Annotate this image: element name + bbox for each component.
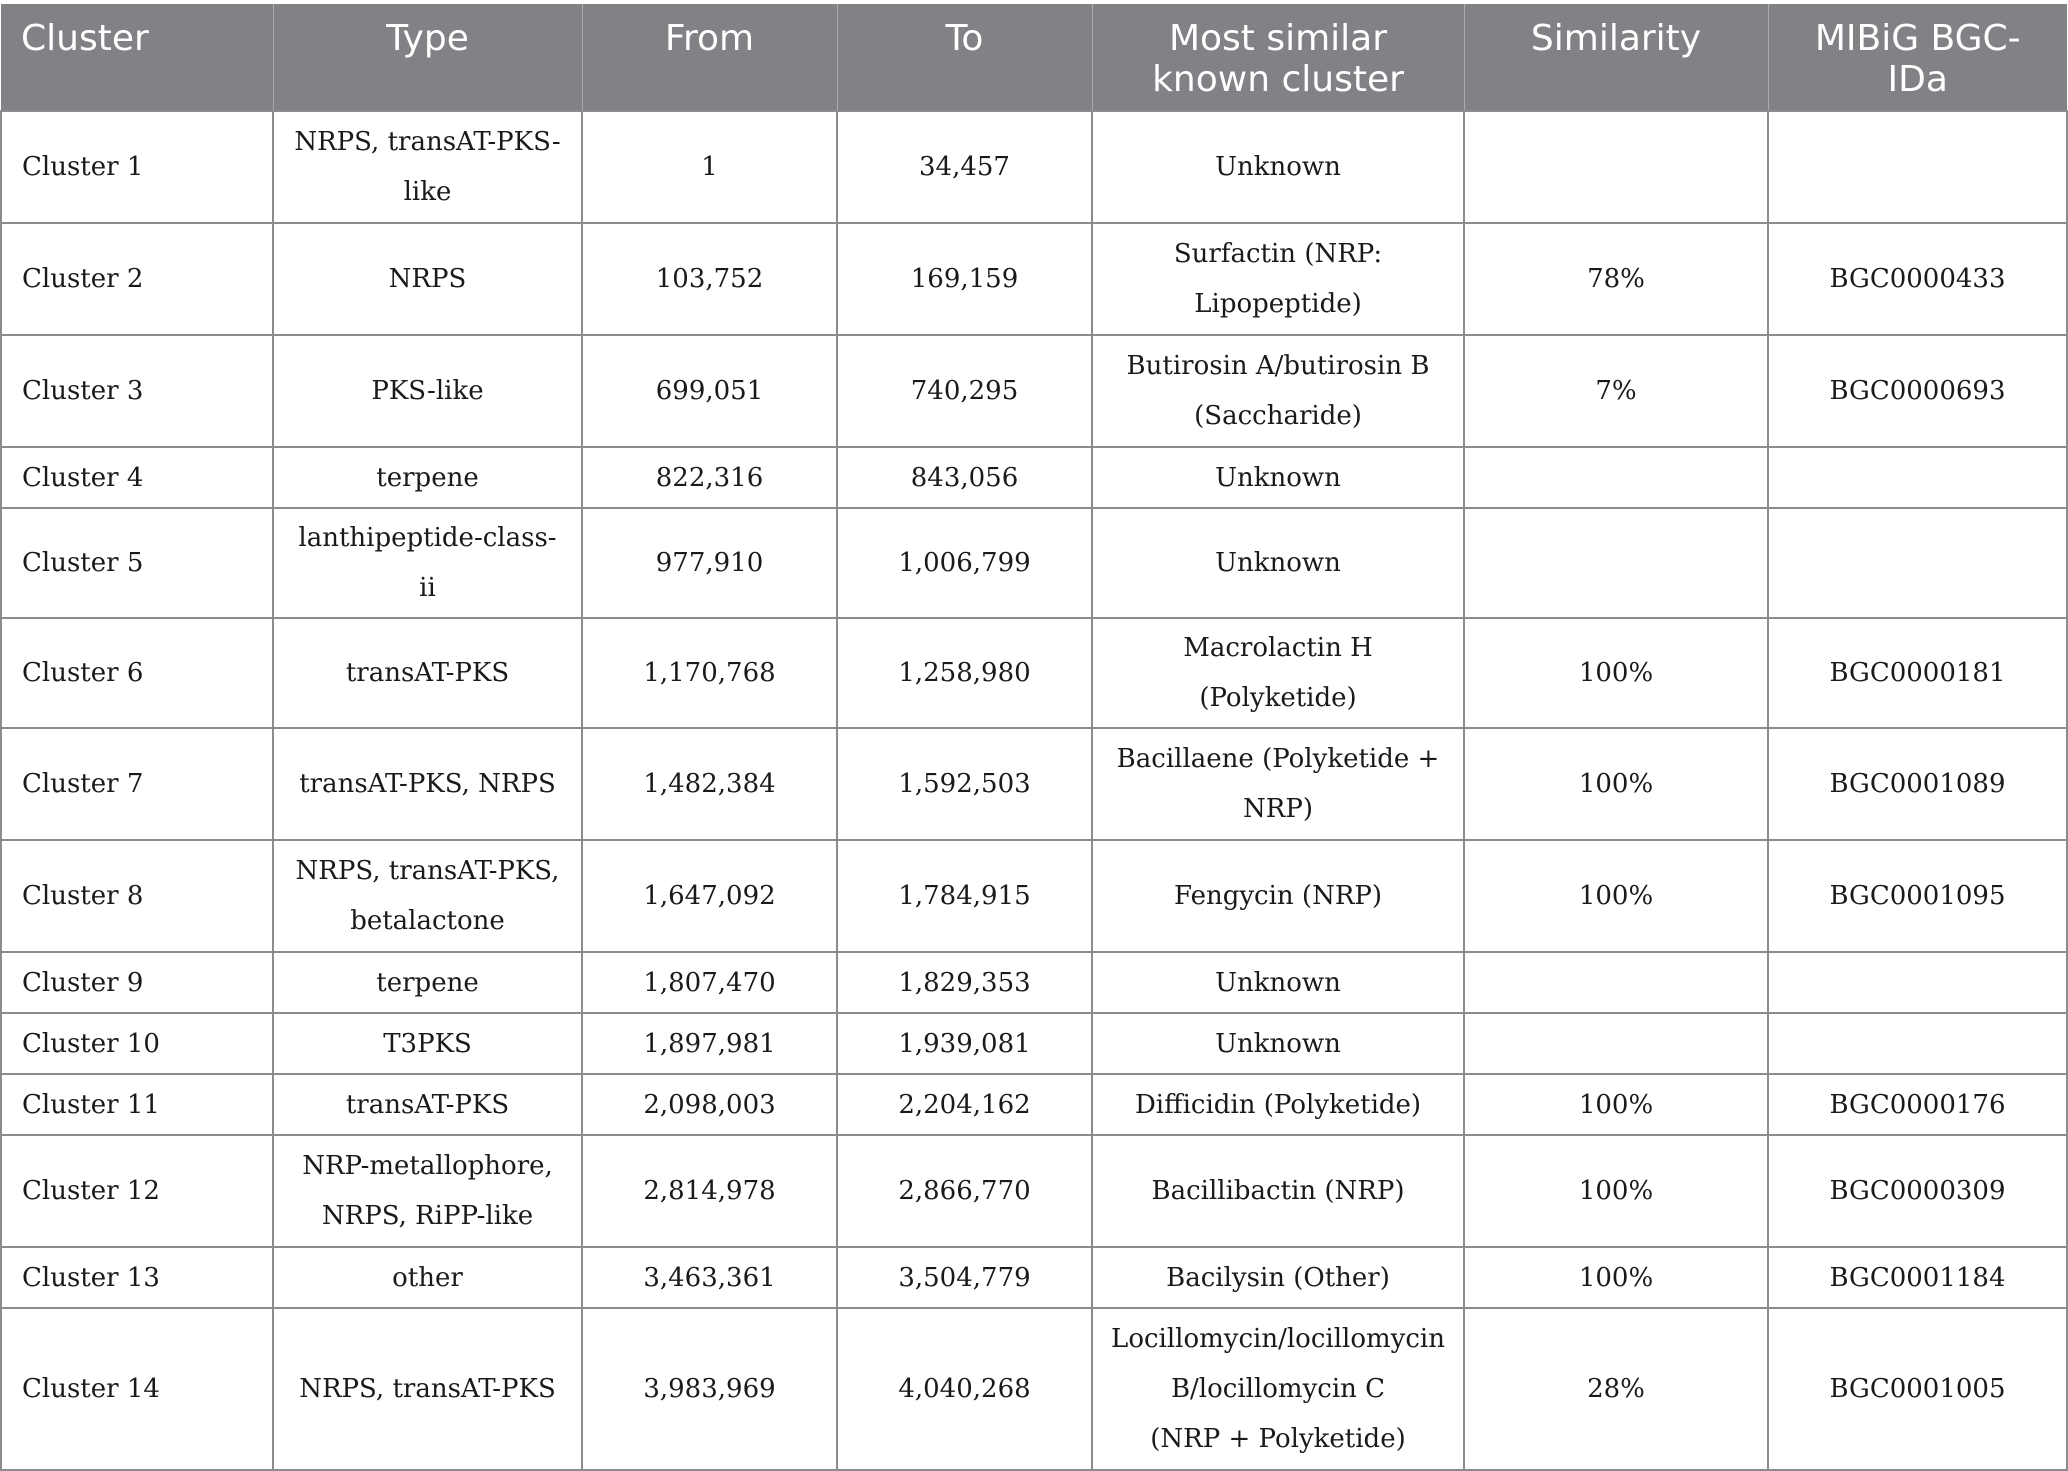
header-mibig-id [1768,4,2067,111]
table-row [1,618,2067,728]
cell-similarity: 78% [1464,223,1768,335]
cell-most-similar [1092,1247,1464,1308]
cell-from: 103,752 [582,223,837,335]
cell-similarity: 100% [1464,840,1768,952]
cell-type [273,1135,582,1247]
cell-type-line: terpene [376,967,479,998]
cell-most-similar-line: B/locillomycin C [1170,1374,1386,1404]
table-row [1,335,2067,447]
cell-to: 2,866,770 [837,1135,1092,1247]
table-row [1,1013,2067,1074]
cell-from: 1,647,092 [582,840,837,952]
cell-cluster: Cluster 7 [1,728,273,840]
cell-type [273,335,582,447]
table-body [1,111,2067,1470]
cell-from: 977,910 [582,508,837,618]
header-cluster [1,4,273,111]
cell-to: 4,040,268 [837,1308,1092,1470]
cell-from: 2,098,003 [582,1074,837,1135]
cell-similarity: 100% [1464,728,1768,840]
cell-cluster: Cluster 2 [1,223,273,335]
cell-most-similar-line: Unknown [1215,462,1341,493]
cell-cluster: Cluster 8 [1,840,273,952]
cell-mibig-id: BGC0000181 [1768,618,2067,728]
cell-type [273,1308,582,1470]
cell-mibig-id: BGC0000176 [1768,1074,2067,1135]
cell-mibig-id [1768,447,2067,508]
cell-from: 822,316 [582,447,837,508]
cell-most-similar-line: Locillomycin/locillomycin [1111,1324,1445,1354]
cell-similarity: 100% [1464,1247,1768,1308]
cell-type [273,111,582,223]
cell-type-line: betalactone [350,906,505,936]
cell-most-similar [1092,335,1464,447]
cell-type [273,1013,582,1074]
bgc-cluster-table-container [0,4,2066,1471]
cell-similarity: 28% [1464,1308,1768,1470]
header-text: IDa [1887,59,1948,100]
cell-to: 1,592,503 [837,728,1092,840]
cell-most-similar-line: (NRP + Polyketide) [1150,1424,1406,1454]
cell-most-similar-line: Macrolactin H (Polyketide) [1183,633,1373,713]
cell-type [273,1247,582,1308]
table-row [1,1074,2067,1135]
cell-type-line: NRP-metallophore, [302,1151,553,1181]
cell-most-similar-line: Unknown [1215,152,1341,182]
cell-most-similar-line: Bacilysin (Other) [1166,1262,1390,1293]
cell-similarity [1464,952,1768,1013]
table-row [1,508,2067,618]
table-row [1,840,2067,952]
cell-type-line: NRPS [388,264,467,294]
cell-to: 1,829,353 [837,952,1092,1013]
cell-most-similar-line: (Saccharide) [1194,401,1362,431]
cell-similarity [1464,1013,1768,1074]
cell-most-similar [1092,618,1464,728]
cell-mibig-id [1768,111,2067,223]
header-text: MIBiG BGC- [1814,18,2021,59]
cell-type-line: NRPS, RiPP-like [321,1201,534,1231]
cell-mibig-id: BGC0000433 [1768,223,2067,335]
cell-cluster: Cluster 6 [1,618,273,728]
cell-from: 1,482,384 [582,728,837,840]
cell-cluster: Cluster 4 [1,447,273,508]
header-similarity [1464,4,1768,111]
cell-similarity: 100% [1464,1074,1768,1135]
cell-cluster: Cluster 11 [1,1074,273,1135]
cell-mibig-id: BGC0001005 [1768,1308,2067,1470]
cell-type [273,1074,582,1135]
cell-most-similar [1092,1013,1464,1074]
cell-type-line: T3PKS [383,1028,472,1059]
cell-most-similar [1092,1074,1464,1135]
cell-cluster: Cluster 10 [1,1013,273,1074]
cell-from: 3,463,361 [582,1247,837,1308]
cell-most-similar [1092,952,1464,1013]
cell-type-line: transAT-PKS [345,1089,510,1120]
cell-most-similar-line: Bacillaene (Polyketide + [1116,744,1440,774]
cell-cluster: Cluster 9 [1,952,273,1013]
cell-most-similar [1092,447,1464,508]
cell-most-similar-line: Bacillibactin (NRP) [1151,1176,1405,1206]
cell-most-similar-line: Fengycin (NRP) [1173,881,1383,911]
cell-type [273,447,582,508]
cell-to: 1,939,081 [837,1013,1092,1074]
table-row [1,952,2067,1013]
bgc-cluster-table [0,4,2068,1471]
cell-mibig-id [1768,508,2067,618]
cell-most-similar-line: Unknown [1215,548,1341,578]
table-row [1,1135,2067,1247]
cell-to: 843,056 [837,447,1092,508]
cell-to: 169,159 [837,223,1092,335]
cell-most-similar-line: Unknown [1215,967,1341,998]
cell-type-line: transAT-PKS [345,658,510,688]
cell-similarity: 100% [1464,618,1768,728]
cell-to: 1,784,915 [837,840,1092,952]
cell-type-line: terpene [376,462,479,493]
cell-most-similar [1092,1308,1464,1470]
cell-most-similar-line: NRP) [1243,794,1313,824]
table-row [1,111,2067,223]
cell-cluster: Cluster 14 [1,1308,273,1470]
table-row [1,1308,2067,1470]
table-row [1,223,2067,335]
header-row [1,4,2067,111]
cell-similarity: 7% [1464,335,1768,447]
cell-cluster: Cluster 3 [1,335,273,447]
cell-type [273,952,582,1013]
cell-to: 1,258,980 [837,618,1092,728]
cell-type [273,223,582,335]
header-text: Similarity [1530,18,1702,59]
cell-from: 1,170,768 [582,618,837,728]
cell-cluster: Cluster 13 [1,1247,273,1308]
cell-similarity [1464,111,1768,223]
cell-cluster: Cluster 12 [1,1135,273,1247]
cell-most-similar [1092,111,1464,223]
cell-mibig-id [1768,1013,2067,1074]
cell-most-similar [1092,508,1464,618]
cell-similarity [1464,447,1768,508]
cell-most-similar-line: Lipopeptide) [1194,289,1362,319]
header-to [837,4,1092,111]
cell-type-line: PKS-like [371,376,484,406]
cell-type [273,508,582,618]
cell-mibig-id [1768,952,2067,1013]
cell-to: 1,006,799 [837,508,1092,618]
cell-most-similar-line: Unknown [1215,1028,1341,1059]
table-row [1,447,2067,508]
cell-from: 1,807,470 [582,952,837,1013]
cell-mibig-id: BGC0001184 [1768,1247,2067,1308]
cell-type-line: like [403,177,452,207]
cell-most-similar [1092,223,1464,335]
table-row [1,1247,2067,1308]
cell-type-line: NRPS, transAT-PKS, [295,856,560,886]
cell-from: 699,051 [582,335,837,447]
cell-most-similar [1092,728,1464,840]
header-from [582,4,837,111]
cell-to: 740,295 [837,335,1092,447]
header-text: To [945,18,984,59]
cell-type [273,728,582,840]
header-text: known cluster [1152,59,1404,100]
cell-most-similar-line: Butirosin A/butirosin B [1126,351,1430,381]
cell-mibig-id: BGC0001089 [1768,728,2067,840]
cell-most-similar-line: Difficidin (Polyketide) [1134,1089,1422,1120]
header-text: Most similar [1168,18,1388,59]
header-text: Type [386,18,469,59]
cell-to: 34,457 [837,111,1092,223]
cell-similarity [1464,508,1768,618]
cell-mibig-id: BGC0000309 [1768,1135,2067,1247]
cell-mibig-id: BGC0001095 [1768,840,2067,952]
cell-type-line: lanthipeptide-class-ii [298,523,557,603]
cell-to: 3,504,779 [837,1247,1092,1308]
cell-cluster: Cluster 5 [1,508,273,618]
cell-from: 2,814,978 [582,1135,837,1247]
cell-to: 2,204,162 [837,1074,1092,1135]
cell-type [273,840,582,952]
cell-type-line: NRPS, transAT-PKS- [294,127,561,157]
header-type [273,4,582,111]
cell-type-line: NRPS, transAT-PKS [299,1374,556,1404]
cell-most-similar [1092,1135,1464,1247]
table-header [1,4,2067,111]
cell-from: 3,983,969 [582,1308,837,1470]
header-text: Cluster [21,18,149,59]
cell-similarity: 100% [1464,1135,1768,1247]
cell-most-similar [1092,840,1464,952]
cell-type-line: other [392,1262,463,1293]
cell-type-line: transAT-PKS, NRPS [299,769,556,799]
cell-cluster: Cluster 1 [1,111,273,223]
cell-from: 1 [582,111,837,223]
cell-most-similar-line: Surfactin (NRP: [1173,239,1383,269]
cell-from: 1,897,981 [582,1013,837,1074]
cell-mibig-id: BGC0000693 [1768,335,2067,447]
header-most-similar [1092,4,1464,111]
table-row [1,728,2067,840]
cell-type [273,618,582,728]
header-text: From [664,18,755,59]
